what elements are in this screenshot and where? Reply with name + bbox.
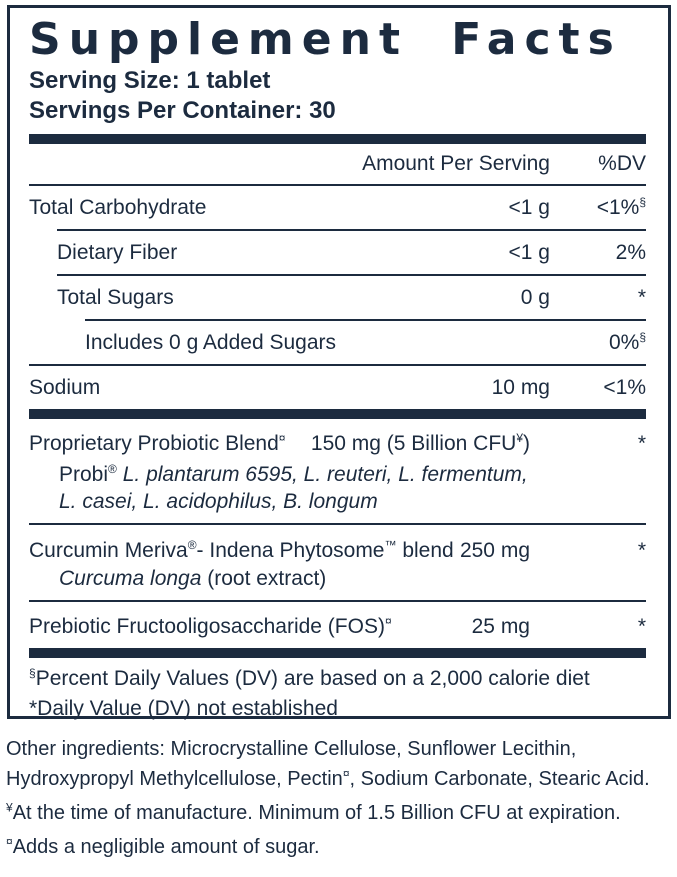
sugar-note: ¤Adds a negligible amount of sugar. (6, 834, 320, 858)
nutrient-row-total-carbohydrate: Total Carbohydrate <1 g <1%§ (29, 194, 646, 219)
column-header-row (29, 144, 646, 184)
supplement-facts-panel (7, 5, 671, 719)
amount-header: Amount Per Serving (362, 152, 550, 175)
divider-thick (29, 134, 646, 144)
panel-title: Supplement Facts (29, 14, 622, 65)
divider-thick (29, 648, 646, 658)
serving-size: Serving Size: 1 tablet (29, 67, 271, 94)
nutrient-row-total-sugars: Total Sugars 0 g * (57, 285, 646, 309)
nutrient-row-sodium: Sodium 10 mg <1% (29, 375, 646, 399)
ingredient-curcumin: Curcumin Meriva®- Indena Phytosome™ blend 250 mg * Curcuma longa (root extract) (29, 538, 646, 590)
other-ingredients: Other ingredients: Microcrystalline Cellulose, Sunflower Lecithin, Hydroxypropyl Methylcellulose, Pectin¤, Sodium Carbonate, Stearic Acid. ¥At the time of manufacture. Minimum of 1.5 Billion CFU at expiration. ¤Adds a negligible amount of sugar. (6, 734, 674, 862)
nutrient-row-added-sugars: Includes 0 g Added Sugars 0%§ (85, 329, 646, 354)
ingredient-fos: Prebiotic Fructooligosaccharide (FOS)¤ 25 mg * (29, 614, 646, 638)
footnotes (29, 658, 646, 724)
star-footnote: *Daily Value (DV) not established (29, 697, 338, 720)
probiotic-strains: Probi® L. plantarum 6595, L. reuteri, L. fermentum, L. casei, L. acidophilus, B. longum (59, 462, 528, 513)
dv-header: %DV (598, 152, 646, 175)
curcumin-source: Curcuma longa (root extract) (59, 567, 327, 590)
servings-per-container: Servings Per Container: 30 (29, 97, 336, 124)
ingredient-probiotic-blend: Proprietary Probiotic Blend¤ 150 mg (5 Billion CFU¥) * Probi® L. plantarum 6595, L. reuteri, L. fermentum, L. casei, L. acidophilus, B. longum (29, 431, 646, 513)
divider-thick (29, 409, 646, 419)
dv-footnote: §Percent Daily Values (DV) are based on a 2,000 calorie diet (29, 666, 590, 690)
nutrient-row-dietary-fiber: Dietary Fiber <1 g 2% (57, 240, 646, 264)
cfu-note: ¥At the time of manufacture. Minimum of 1.5 Billion CFU at expiration. (6, 800, 621, 824)
